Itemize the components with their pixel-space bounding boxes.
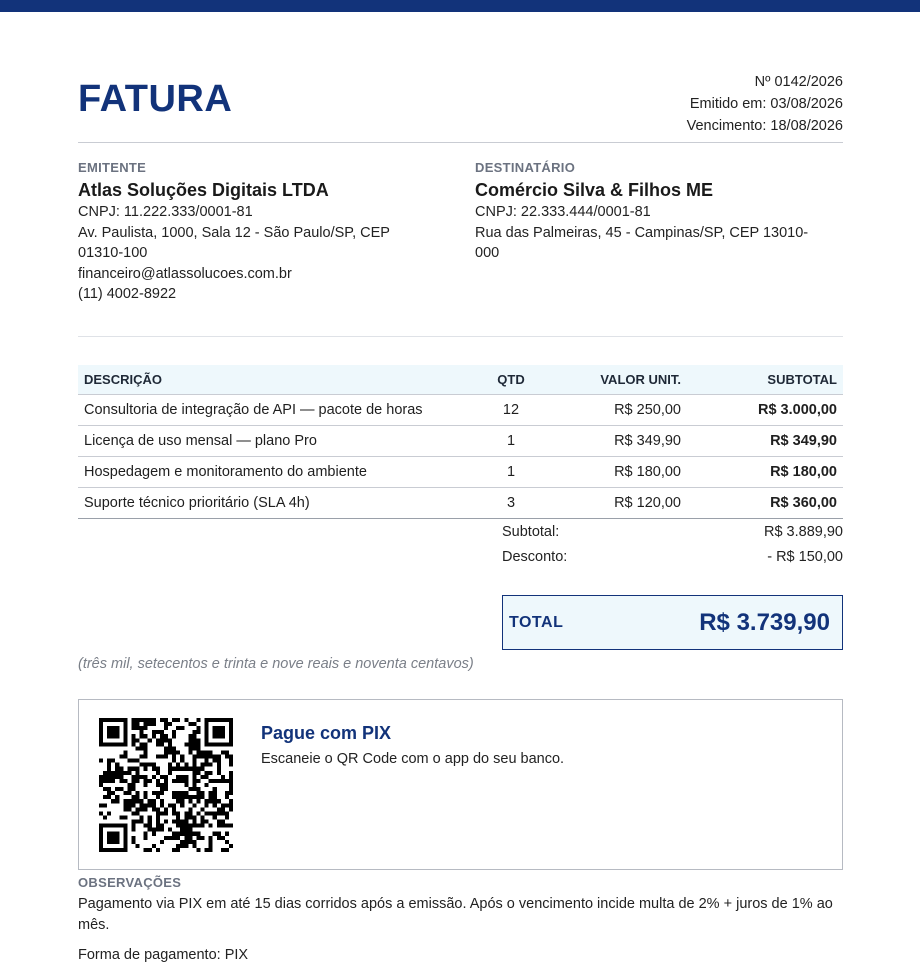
issuer-phone: (11) 4002-8922: [78, 286, 177, 302]
total-in-words: (três mil, setecentos e trinta e nove reais e noventa centavos): [78, 656, 474, 672]
item-unit-price: R$ 250,00: [561, 394, 687, 425]
header-subtotal: SUBTOTAL: [687, 365, 843, 394]
pix-title: Pague com PIX: [261, 723, 392, 743]
table-row: [78, 456, 843, 487]
total-label: TOTAL: [509, 613, 564, 631]
item-qty: 3: [461, 487, 561, 518]
item-subtotal: R$ 3.000,00: [687, 394, 843, 425]
item-subtotal: R$ 349,90: [687, 425, 843, 456]
header-unit-price: VALOR UNIT.: [561, 365, 687, 394]
item-unit-price: R$ 180,00: [561, 456, 687, 487]
discount-row: [502, 549, 843, 565]
issuer-cnpj: CNPJ: 11.222.333/0001-81: [78, 204, 253, 220]
item-description: Consultoria de integração de API — pacote de horas: [78, 394, 461, 425]
item-description: Licença de uso mensal — plano Pro: [78, 425, 461, 456]
notes-text: Pagamento via PIX em até 15 dias corridos após a emissão. Após o vencimento incide multa de 2% + juros de 1% ao mês.: [78, 896, 833, 933]
item-unit-price: R$ 120,00: [561, 487, 687, 518]
parties-divider: [78, 336, 843, 337]
subtotal-label: Subtotal:: [502, 524, 560, 540]
issuer-address: Av. Paulista, 1000, Sala 12 - São Paulo/SP, CEP 01310-100: [78, 224, 390, 261]
pix-instruction: Escaneie o QR Code com o app do seu banco.: [261, 751, 565, 767]
issuer-email: financeiro@atlassolucoes.com.br: [78, 265, 292, 282]
table-row: [78, 394, 843, 425]
pix-payment-box: [78, 699, 843, 870]
recipient-label: DESTINATÁRIO: [475, 160, 576, 175]
header-divider: [78, 142, 843, 143]
recipient-block: [475, 160, 815, 264]
discount-value: - R$ 150,00: [767, 549, 843, 565]
discount-label: Desconto:: [502, 549, 568, 565]
header-description: DESCRIÇÃO: [78, 365, 461, 394]
issuer-name: Atlas Soluções Digitais LTDA: [78, 180, 329, 200]
table-header-row: [78, 365, 843, 394]
item-qty: 1: [461, 425, 561, 456]
recipient-address: Rua das Palmeiras, 45 - Campinas/SP, CEP 13010-000: [475, 224, 809, 261]
invoice-number: Nº 0142/2026: [754, 74, 843, 90]
subtotal-row: [502, 524, 843, 540]
issuer-block: [78, 160, 438, 305]
table-row: [78, 487, 843, 518]
payment-method: Forma de pagamento: PIX: [78, 947, 249, 963]
pix-qr-code-icon[interactable]: [99, 718, 233, 852]
item-description: Hospedagem e monitoramento do ambiente: [78, 456, 461, 487]
invoice-due-date: Vencimento: 18/08/2026: [686, 118, 843, 134]
item-qty: 12: [461, 394, 561, 425]
item-unit-price: R$ 349,90: [561, 425, 687, 456]
item-description: Suporte técnico prioritário (SLA 4h): [78, 487, 461, 518]
invoice-issued-date: Emitido em: 03/08/2026: [689, 96, 843, 112]
item-subtotal: R$ 180,00: [687, 456, 843, 487]
header-qty: QTD: [461, 365, 561, 394]
subtotal-value: R$ 3.889,90: [763, 524, 843, 540]
recipient-name: Comércio Silva & Filhos ME: [475, 180, 714, 200]
total-value: R$ 3.739,90: [699, 608, 830, 636]
recipient-cnpj: CNPJ: 22.333.444/0001-81: [475, 204, 651, 220]
table-row: [78, 425, 843, 456]
item-subtotal: R$ 360,00: [687, 487, 843, 518]
issuer-label: EMITENTE: [78, 160, 147, 175]
invoice-title: FATURA: [78, 78, 233, 120]
invoice-meta: [687, 71, 843, 137]
total-box: [502, 595, 843, 650]
notes-label: OBSERVAÇÕES: [78, 875, 182, 890]
brand-top-bar: [0, 0, 920, 12]
items-table: [78, 365, 843, 519]
item-qty: 1: [461, 456, 561, 487]
